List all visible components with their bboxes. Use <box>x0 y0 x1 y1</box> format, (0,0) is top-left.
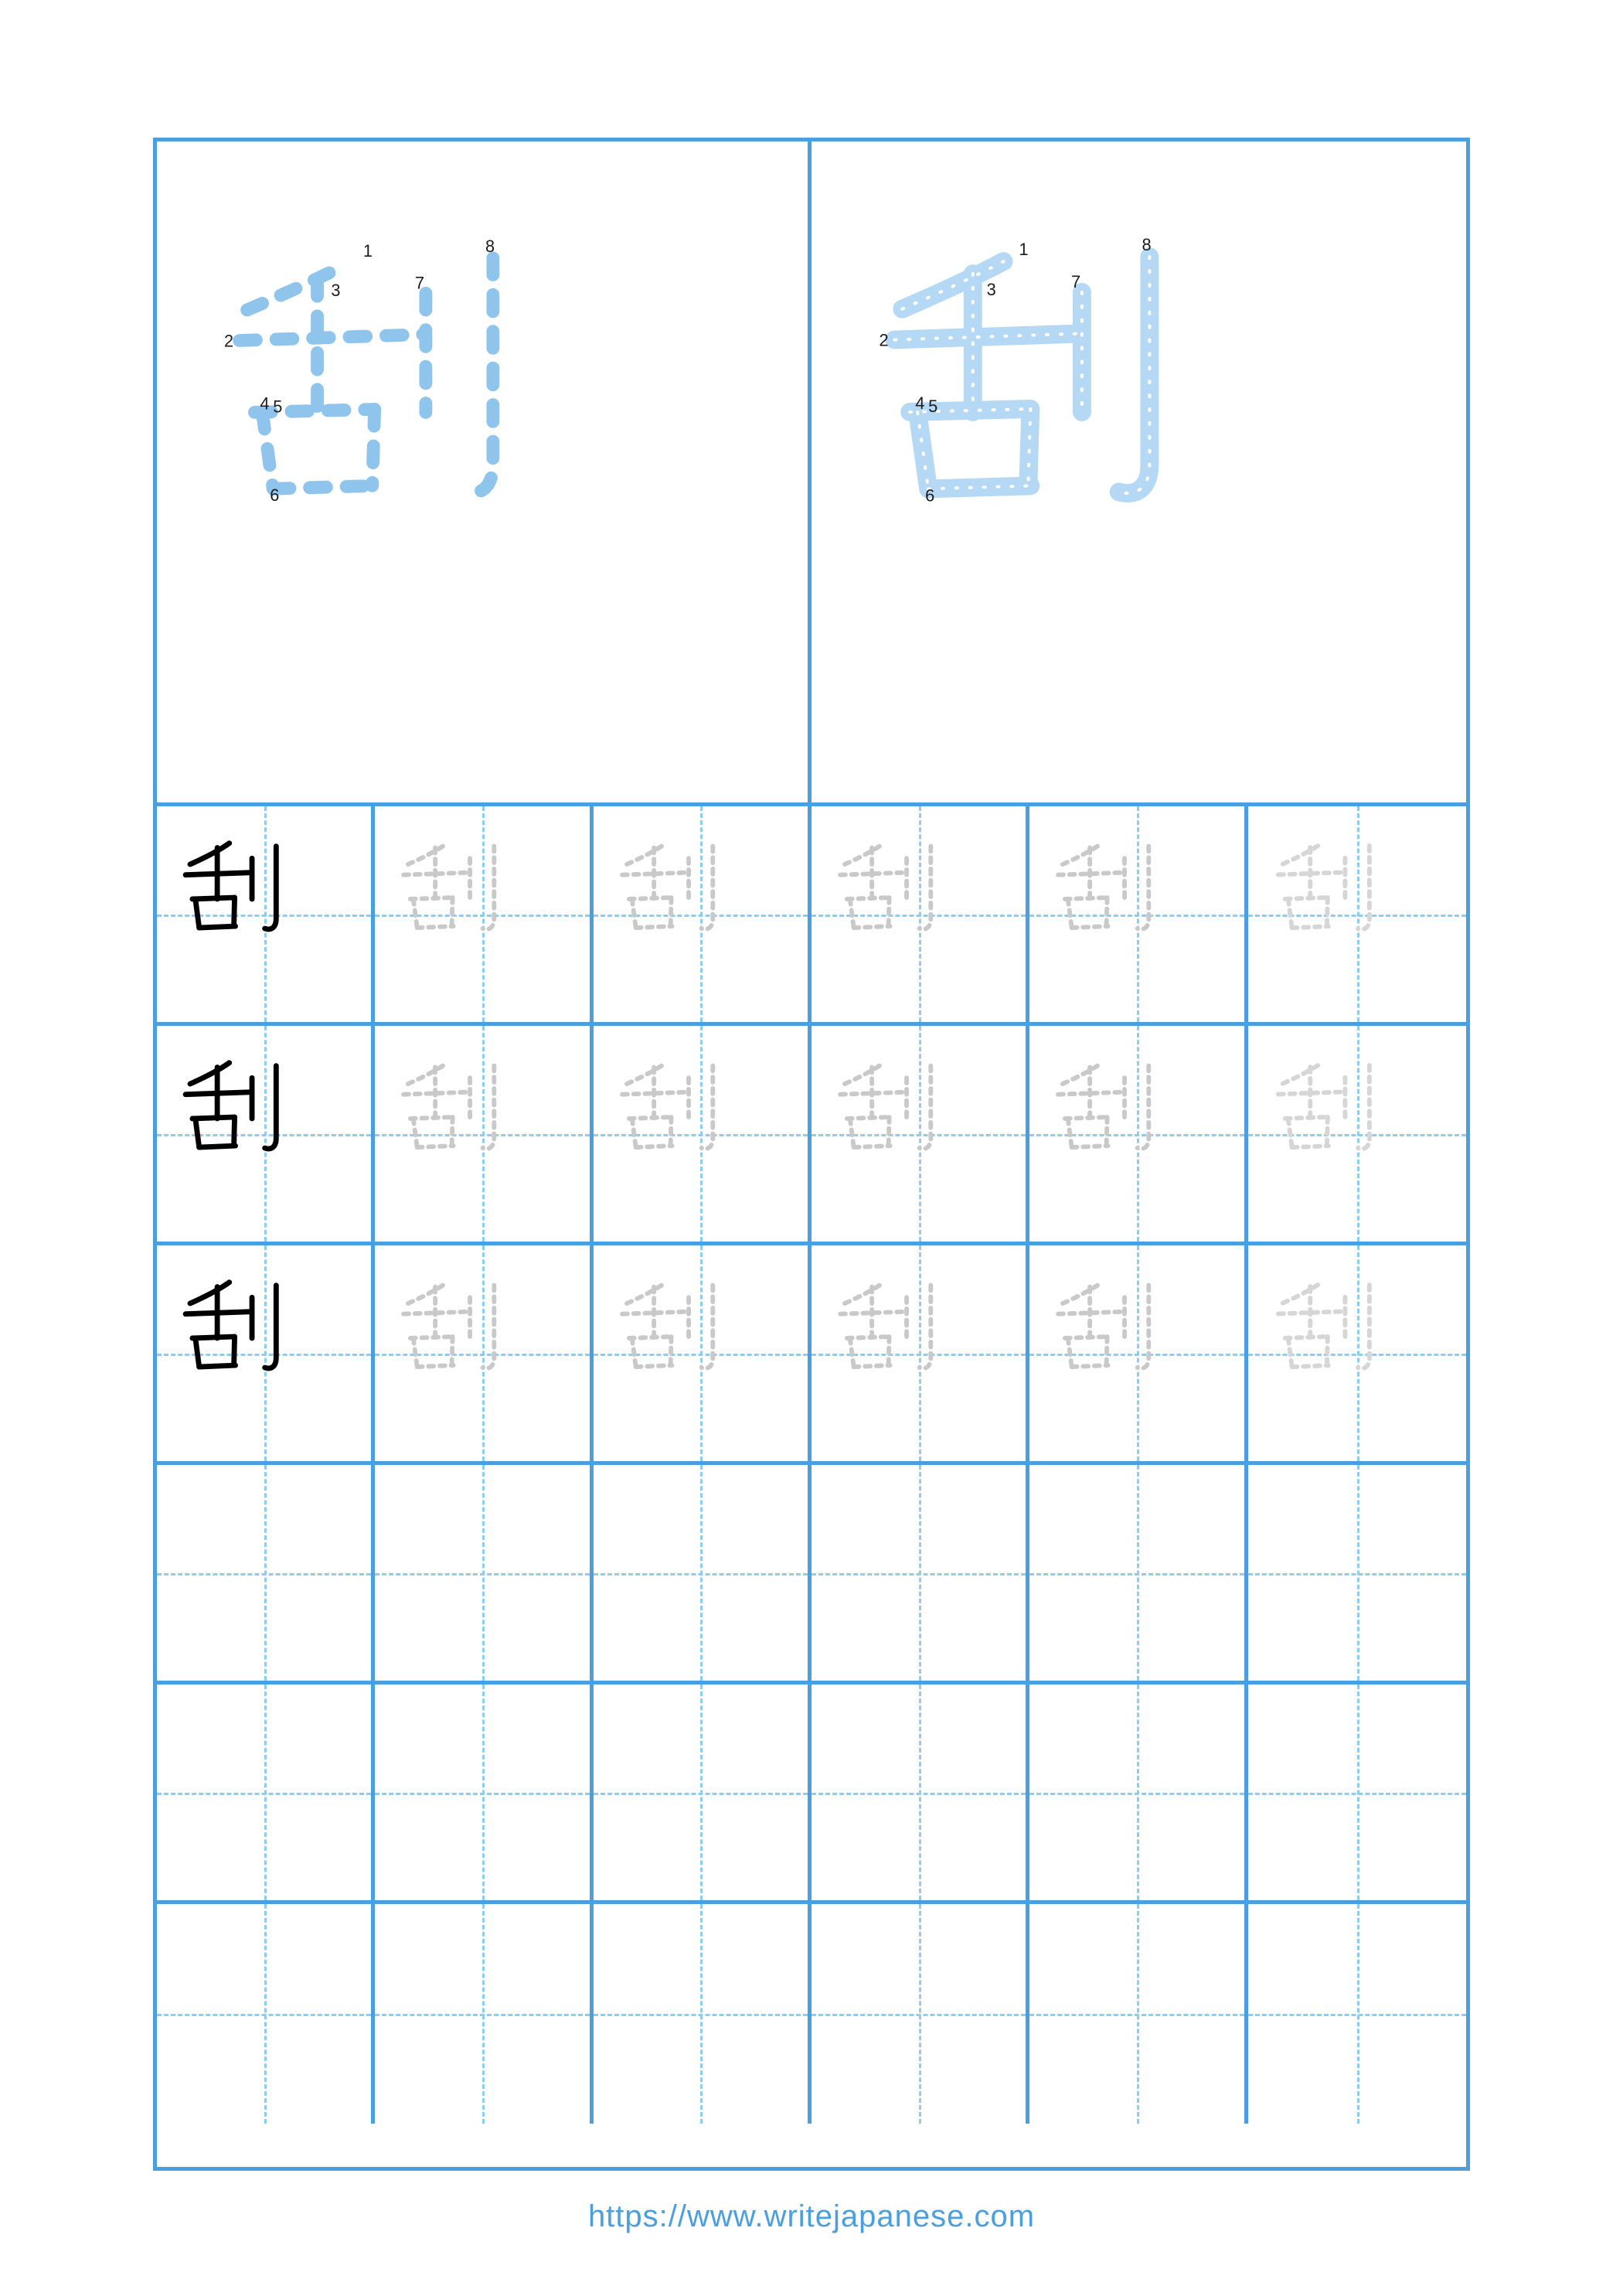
stroke-number-4: 4 <box>915 393 925 413</box>
cell-guide-vertical <box>482 1465 485 1681</box>
trace-character-glyph <box>1029 1245 1244 1461</box>
trace-character-cell[interactable] <box>375 1026 593 1245</box>
cell-guide-horizontal <box>375 2014 589 2016</box>
stroke-number-6: 6 <box>270 485 280 506</box>
trace-character-cell[interactable] <box>1248 806 1466 1026</box>
cell-guide-horizontal <box>812 2014 1026 2016</box>
footer-url[interactable]: https://www.writejapanese.com <box>587 2199 1036 2233</box>
empty-cell[interactable] <box>1029 1465 1247 1685</box>
model-character-glyph <box>157 1245 371 1461</box>
empty-cell[interactable] <box>1248 1904 1466 2124</box>
trace-character-cell[interactable] <box>812 1026 1029 1245</box>
trace-character-glyph <box>375 806 589 1022</box>
trace-character-glyph <box>1029 1026 1244 1242</box>
stroke-number-7: 7 <box>1071 271 1081 291</box>
cell-guide-horizontal <box>157 2014 371 2016</box>
trace-character-cell[interactable] <box>1248 1245 1466 1465</box>
trace-character-glyph <box>1248 1026 1466 1242</box>
practice-row <box>157 1245 1466 1465</box>
stroke-number-1: 1 <box>1019 240 1029 260</box>
stroke-number-5: 5 <box>928 396 938 416</box>
cell-guide-horizontal <box>1248 1793 1466 1795</box>
stroke-number-2: 2 <box>879 330 889 350</box>
empty-cell[interactable] <box>157 1904 375 2124</box>
stroke-number-8: 8 <box>485 236 495 256</box>
practice-row-empty <box>157 1465 1466 1685</box>
stroke-order-solid-panel <box>812 141 1466 806</box>
cell-guide-vertical <box>264 1465 267 1681</box>
model-character-cell <box>157 1245 375 1465</box>
cell-guide-vertical <box>1137 1904 1139 2124</box>
stroke-order-dashed-panel <box>157 141 812 806</box>
practice-row-empty <box>157 1685 1466 1904</box>
cell-guide-vertical <box>264 1685 267 1900</box>
cell-guide-horizontal <box>1029 2014 1244 2016</box>
empty-cell[interactable] <box>1248 1465 1466 1685</box>
cell-guide-vertical <box>919 1685 921 1900</box>
cell-guide-horizontal <box>375 1573 589 1576</box>
cell-guide-vertical <box>1357 1685 1359 1900</box>
cell-guide-horizontal <box>1248 2014 1466 2016</box>
practice-row <box>157 806 1466 1026</box>
trace-character-cell[interactable] <box>594 1026 812 1245</box>
empty-cell[interactable] <box>594 1685 812 1904</box>
trace-character-cell[interactable] <box>1029 1026 1247 1245</box>
cell-guide-vertical <box>1357 1465 1359 1681</box>
stroke-number-6: 6 <box>925 485 935 506</box>
stroke-order-dashed-svg <box>157 141 808 802</box>
cell-guide-horizontal <box>1029 1793 1244 1795</box>
stroke-number-4: 4 <box>260 393 270 414</box>
cell-guide-horizontal <box>375 1793 589 1795</box>
stroke-number-1: 1 <box>362 240 373 261</box>
empty-cell[interactable] <box>1248 1685 1466 1904</box>
stroke-number-3: 3 <box>986 279 996 299</box>
stroke-order-row <box>157 141 1466 806</box>
trace-character-glyph <box>812 806 1026 1022</box>
trace-character-cell[interactable] <box>375 806 593 1026</box>
stroke-number-8: 8 <box>1142 235 1152 255</box>
empty-cell[interactable] <box>1029 1685 1247 1904</box>
cell-guide-horizontal <box>1029 1573 1244 1576</box>
cell-guide-horizontal <box>157 1793 371 1795</box>
empty-cell[interactable] <box>1029 1904 1247 2124</box>
trace-character-glyph <box>1248 806 1466 1022</box>
model-character-cell <box>157 1026 375 1245</box>
trace-character-cell[interactable] <box>375 1245 593 1465</box>
cell-guide-horizontal <box>594 1793 808 1795</box>
empty-cell[interactable] <box>375 1904 593 2124</box>
empty-cell[interactable] <box>812 1465 1029 1685</box>
cell-guide-vertical <box>482 1904 485 2124</box>
trace-character-glyph <box>594 806 808 1022</box>
trace-character-glyph <box>594 1245 808 1461</box>
trace-character-cell[interactable] <box>1029 806 1247 1026</box>
model-character-glyph <box>157 1026 371 1242</box>
model-character-cell <box>157 806 375 1026</box>
cell-guide-vertical <box>700 1685 703 1900</box>
cell-guide-vertical <box>919 1904 921 2124</box>
stroke-number-7: 7 <box>415 273 425 293</box>
cell-guide-horizontal <box>157 1573 371 1576</box>
trace-character-cell[interactable] <box>594 1245 812 1465</box>
cell-guide-vertical <box>919 1465 921 1681</box>
empty-cell[interactable] <box>157 1465 375 1685</box>
cell-guide-horizontal <box>1248 1573 1466 1576</box>
practice-row <box>157 1026 1466 1245</box>
stroke-number-2: 2 <box>223 331 234 351</box>
trace-character-cell[interactable] <box>812 1245 1029 1465</box>
trace-character-glyph <box>375 1026 589 1242</box>
stroke-number-3: 3 <box>331 281 341 301</box>
practice-row-empty <box>157 1904 1466 2124</box>
trace-character-cell[interactable] <box>1248 1026 1466 1245</box>
trace-character-glyph <box>1248 1245 1466 1461</box>
empty-cell[interactable] <box>157 1685 375 1904</box>
cell-guide-horizontal <box>812 1793 1026 1795</box>
cell-guide-horizontal <box>594 2014 808 2016</box>
cell-guide-vertical <box>700 1904 703 2124</box>
stroke-order-solid-svg <box>812 141 1466 802</box>
cell-guide-horizontal <box>594 1573 808 1576</box>
model-character-glyph <box>157 806 371 1022</box>
trace-character-glyph <box>1029 806 1244 1022</box>
empty-cell[interactable] <box>594 1904 812 2124</box>
cell-guide-vertical <box>1137 1685 1139 1900</box>
trace-character-glyph <box>375 1245 589 1461</box>
cell-guide-vertical <box>1137 1465 1139 1681</box>
cell-guide-vertical <box>1357 1904 1359 2124</box>
trace-character-glyph <box>812 1026 1026 1242</box>
empty-cell[interactable] <box>812 1685 1029 1904</box>
trace-character-cell[interactable] <box>1029 1245 1247 1465</box>
trace-character-cell[interactable] <box>594 806 812 1026</box>
trace-character-cell[interactable] <box>812 806 1029 1026</box>
empty-cell[interactable] <box>812 1904 1029 2124</box>
empty-cell[interactable] <box>375 1465 593 1685</box>
cell-guide-vertical <box>700 1465 703 1681</box>
empty-cell[interactable] <box>375 1685 593 1904</box>
trace-character-glyph <box>812 1245 1026 1461</box>
worksheet-grid <box>153 138 1470 2171</box>
stroke-number-5: 5 <box>273 397 283 417</box>
cell-guide-horizontal <box>812 1573 1026 1576</box>
cell-guide-vertical <box>482 1685 485 1900</box>
empty-cell[interactable] <box>594 1465 812 1685</box>
trace-character-glyph <box>594 1026 808 1242</box>
cell-guide-vertical <box>264 1904 267 2124</box>
